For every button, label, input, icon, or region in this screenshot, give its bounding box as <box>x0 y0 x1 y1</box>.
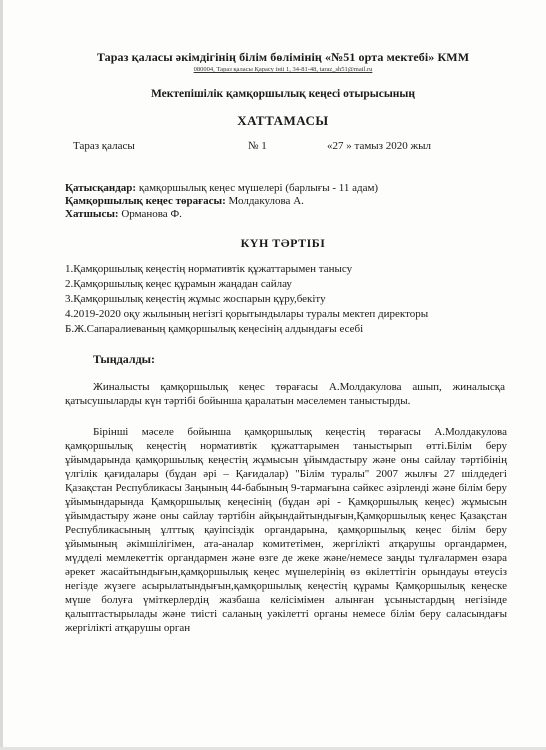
participants-value: қамқоршылық кеңес мүшелері (барлығы - 11 адам) <box>136 182 379 194</box>
agenda-item: 4.2019-2020 оқу жылының негізгі қорытындылары туралы мектеп директоры <box>65 308 429 320</box>
secretary-value: Орманова Ф. <box>118 208 182 220</box>
agenda-item: Б.Ж.Сапаралиеваның қамқоршылық кеңесінің алдындағы есебі <box>65 323 364 335</box>
agenda-list <box>65 262 525 337</box>
body-paragraph-2: Бірінші мәселе бойынша қамқоршылық кеңестің төрағасы А.Молдакулова қамқоршылық кеңестің нормативтік құжаттарымен таныстырып өтті.Білім беру ұйымдарында қамқоршылық кеңестің жұмысын ұйымдастыру және оны сайлау тәртібінің үлгілік қағидалары (бұдан әрі – Қағидалар) "Білім туралы" 2007 жылғы 27 шілдедегі Қазақстан Республикасы Заңының 44-бабының 9-тармағына сәйкес әзірленді және білім беру ұйымындарында Қамқоршылық кеңесінің (бұдан әрі - Қамқоршылық кеңес) жұмысын ұйымдастыру және оны сайлау тәртібін айқындайтындығын,Қамқоршылық кеңес Қазақстан Республикасының ұлттық қауіпсіздік органдарына, қамқоршылық кеңес білім беру ұйымының әкімшілігімен, ата-аналар комитетімен, жергілікті атқарушы органдармен, мүдделі мемлекеттік органдармен және өзге де жеке және/немесе заңды тұлғалармен өзара әрекет жасайтындығын,қамқоршылық кеңес мүшелерінің өз өкілеттігін орындауы өтеусіз негізде жүзеге асырылатындығын,қамқоршылық кеңестің құрамы Қамқоршылық кеңеске мүше болуға үміткерлердің жазбаша келісімімен алынған ұсыныстардың негізінде қалыптастырылады және тиісті саланың уәкілетті органы немесе білім беру саласындағы жергілікті атқарушы орган <box>65 426 507 634</box>
participants-label: Қатысқандар: <box>65 182 137 194</box>
protocol-number: № 1 <box>248 140 267 152</box>
attendees-block <box>65 182 505 221</box>
scan-edge-left <box>0 0 3 750</box>
agenda-item: 2.Қамқоршылық кеңес құрамын жаңадан сайлау <box>65 278 292 290</box>
body-paragraph-1: Жиналысты қамқоршылық кеңес төрағасы А.Молдакулова ашып, жиналысқа қатысушыларды күн тәртібі бойынша қаралатын мәселемен таныстырды. <box>65 381 505 407</box>
chair-line <box>65 195 505 208</box>
chair-value: Молдакулова А. <box>225 195 304 207</box>
agenda-item: 1.Қамқоршылық кеңестің нормативтік құжаттарымен танысу <box>65 263 353 275</box>
meeting-title: Мектепішілік қамқоршылық кеңесі отырысының <box>150 88 416 100</box>
heard-heading: Тыңдалды: <box>93 352 156 366</box>
document-title: ХАТТАМАСЫ <box>237 113 329 128</box>
agenda-item: 3.Қамқоршылық кеңестің жұмыс жоспарын құру,бекіту <box>65 293 326 305</box>
secretary-label: Хатшысы: <box>65 208 119 220</box>
organization-contact: 080004, Тараз қаласы Қарасу ініі 1, 34-81-48, taraz_sh51@mail.ru <box>193 66 373 73</box>
secretary-line <box>65 208 505 221</box>
organization-header: Тараз қаласы әкімдігінің білім бөлімінің «№51 орта мектебі» КММ <box>96 50 470 64</box>
chair-label: Қамқоршылық кеңес төрағасы: <box>65 195 226 207</box>
agenda-title: КҮН ТӘРТІБІ <box>240 236 326 250</box>
city-label: Тараз қаласы <box>73 140 135 152</box>
meeting-date: «27 » тамыз 2020 жыл <box>327 140 432 152</box>
participants-line <box>65 182 505 195</box>
